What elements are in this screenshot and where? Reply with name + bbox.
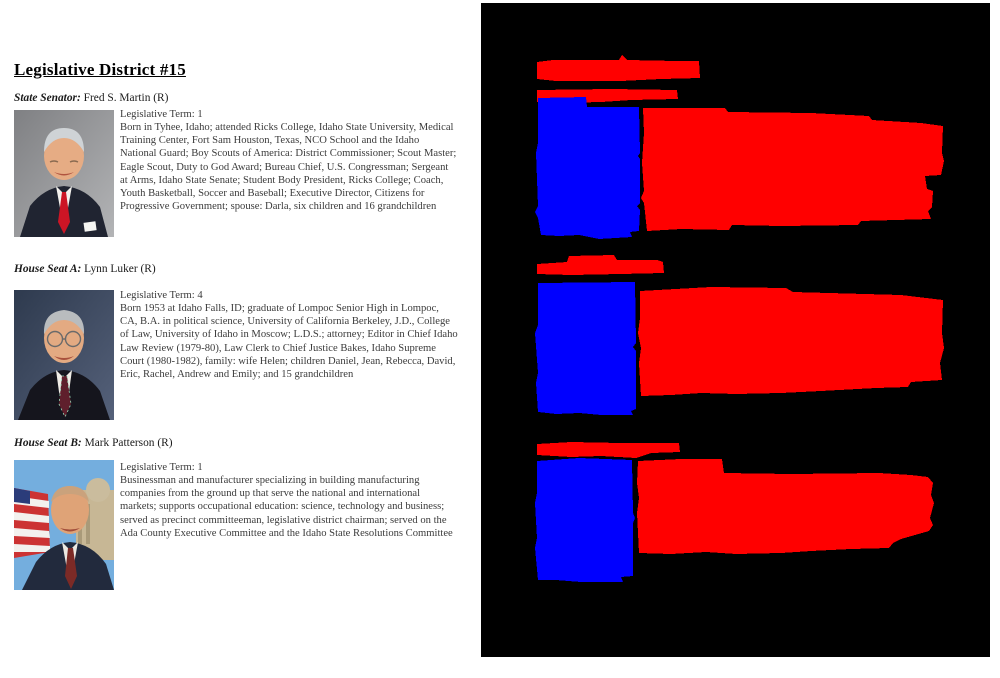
mask-region-page-title-text: [537, 55, 700, 81]
mask-region-seat-a-bio-text: [638, 287, 944, 396]
mask-region-seat-a-photo-figure: [535, 282, 636, 415]
bio-text: Born in Tyhee, Idaho; attended Ricks College, Idaho State University, Medical Training Center, Fort Sam Houston, Texas, NCO School and the Idaho National Guard; Boy Scouts of America: District Commissioner; Scout Master; Eagle Scout, Duty to God Award; Bureau Chief, U.S. Congressman; Sergeant at Arms, Idaho State Senate; Student Body President, Ricks College; Coach, Youth Basketball, Soccer and Baseball; Executive Director, Citizens for Progressive Government; spouse: Darla, six children and 16 grandchildren: [120, 122, 457, 213]
portrait-illustration: [14, 460, 114, 590]
portrait-illustration: [14, 290, 114, 420]
member-heading-house-seat-a: [14, 263, 156, 275]
portrait-photo-lynn-luker: [14, 290, 114, 420]
mask-region-senator-bio-text: [641, 108, 944, 231]
document-page: [0, 0, 470, 678]
member-name: Lynn Luker (R): [84, 263, 156, 275]
mask-region-senator-photo-figure: [535, 97, 640, 239]
term-line: Legislative Term: 4: [120, 290, 203, 301]
mask-region-seat-b-bio-text: [637, 459, 934, 554]
member-name: Mark Patterson (R): [84, 437, 173, 449]
segmentation-mask-panel: [481, 3, 990, 657]
bio-text: Businessman and manufacturer specializing in building manufacturing companies from the ground up that serve the national and international markets; supports occupational education: science, technology and business; served as precinct committeeman, legislative district chairman; served on the Ada County Executive Committee and the Idaho State Resolutions Committee: [120, 475, 453, 539]
term-line: Legislative Term: 1: [120, 109, 203, 120]
portrait-photo-fred-martin: [14, 110, 114, 237]
member-bio-block: [120, 289, 458, 381]
member-bio-block: [120, 108, 458, 213]
bio-text: Born 1953 at Idaho Falls, ID; graduate of Lompoc Senior High in Lompoc, CA, B.A. in political science, University of California Berkeley, J.D., College of Law, University of Idaho in Moscow; L.D.S.; attorney; Editor in Chief Idaho Law Review (1979-80), Law Clerk to Chief Justice Bakes, Idaho Supreme Court (1980-1982), family: wife Helen; children Daniel, Jean, Rebecca, David, Eric, Rachel, Andrew and Emily; and 15 grandchildren: [120, 303, 458, 380]
portrait-illustration: [14, 110, 114, 237]
mask-region-seat-b-heading-text: [537, 442, 680, 458]
page-title: Legislative District #15: [14, 60, 186, 79]
member-role-label: House Seat B:: [14, 437, 82, 449]
member-heading-house-seat-b: [14, 437, 173, 449]
mask-region-seat-a-heading-text: [537, 255, 664, 275]
member-bio-block: [120, 461, 458, 540]
portrait-photo-mark-patterson: [14, 460, 114, 590]
mask-regions-svg: [481, 3, 990, 657]
member-name: Fred S. Martin (R): [83, 92, 169, 104]
member-role-label: State Senator:: [14, 92, 81, 104]
member-heading-state-senator: [14, 92, 168, 104]
term-line: Legislative Term: 1: [120, 462, 203, 473]
member-role-label: House Seat A:: [14, 263, 82, 275]
mask-region-seat-b-photo-figure: [535, 458, 635, 582]
